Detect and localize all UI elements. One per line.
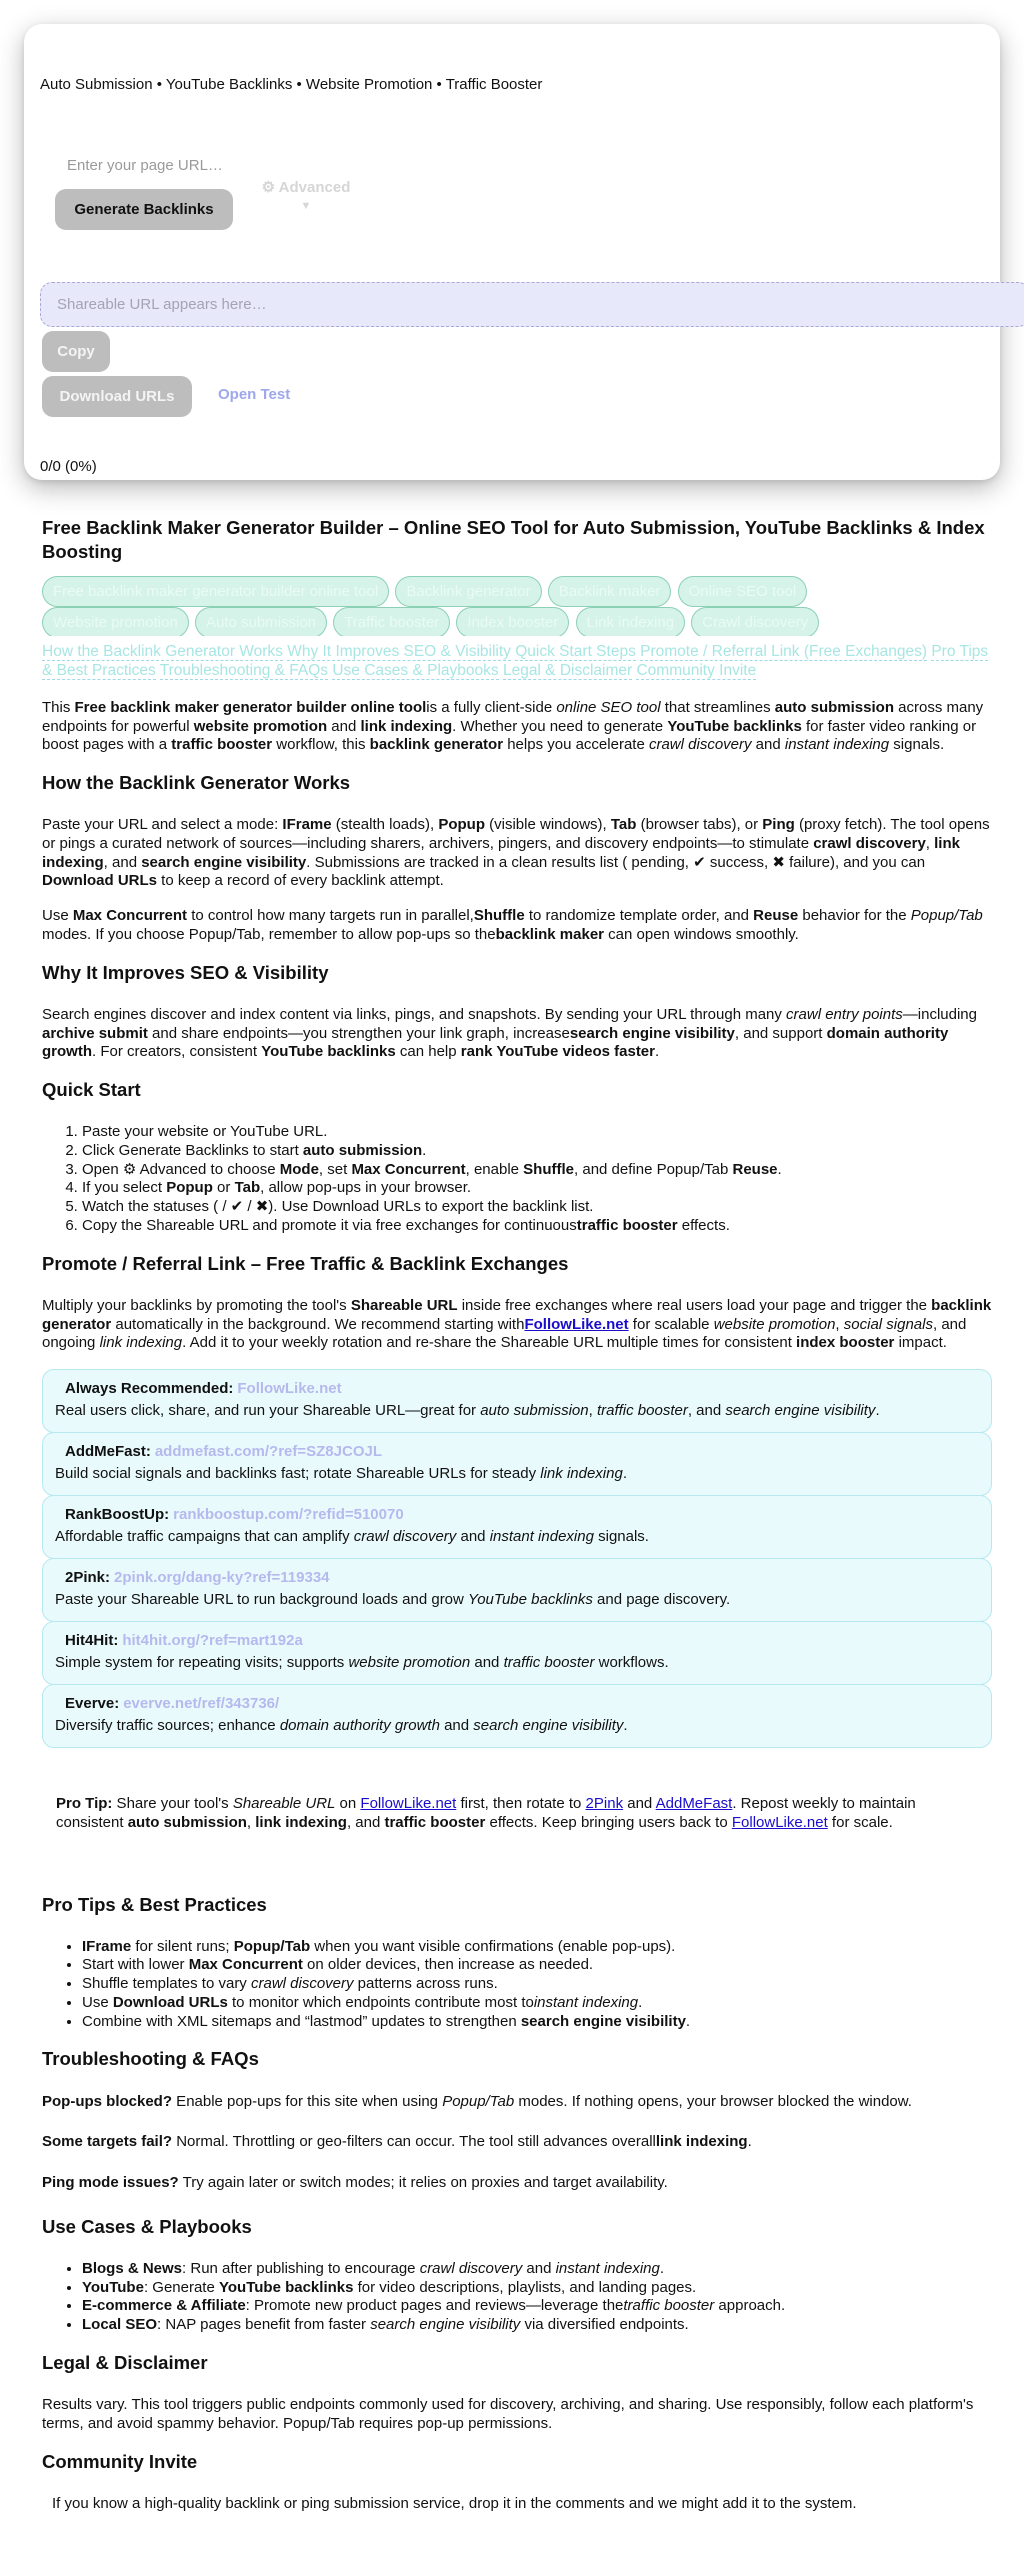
section-heading-community: Community Invite bbox=[42, 2450, 198, 2472]
text-segment: , and support bbox=[734, 1024, 827, 1042]
text-segment: , and bbox=[687, 1401, 726, 1419]
text-segment: . bbox=[622, 1464, 627, 1482]
text-segment: Click Generate Backlinks to start bbox=[82, 1141, 303, 1159]
bold-text: Reuse bbox=[732, 1160, 778, 1178]
bold-text: rank YouTube videos faster bbox=[460, 1043, 655, 1061]
text-segment: , set bbox=[318, 1160, 352, 1178]
section-heading-quick-start: Quick Start bbox=[42, 1079, 141, 1101]
text-segment: and bbox=[327, 717, 361, 735]
shareable-url-field[interactable] bbox=[40, 282, 1024, 327]
faq-item bbox=[42, 2133, 992, 2152]
text-segment: for scale. bbox=[827, 1813, 893, 1831]
exchange-name: RankBoostUp: bbox=[65, 1506, 170, 1524]
bold-text: Shareable URL bbox=[350, 1296, 458, 1314]
text-segment: . For creators, consistent bbox=[92, 1043, 262, 1061]
exchange-referral-link[interactable]: FollowLike.net bbox=[237, 1380, 342, 1398]
text-segment: . bbox=[777, 1160, 782, 1178]
table-of-contents bbox=[42, 642, 1002, 681]
text-segment: , bbox=[246, 1813, 256, 1831]
keyword-chip[interactable]: Auto submission bbox=[195, 607, 327, 636]
text-segment: for scalable bbox=[628, 1315, 714, 1333]
text-segment: to control how many targets run in parallel, bbox=[187, 907, 474, 925]
bold-text: IFrame bbox=[82, 1937, 132, 1955]
bold-text: Ping mode issues? bbox=[42, 2174, 179, 2192]
tool-tagline: Auto Submission • YouTube Backlinks • Website Promotion • Traffic Booster bbox=[40, 76, 543, 93]
use-case-item bbox=[82, 2297, 992, 2316]
section-heading-faq: Troubleshooting & FAQs bbox=[42, 2048, 259, 2070]
seo-article bbox=[42, 516, 992, 2529]
text-segment: Open ⚙ Advanced to choose bbox=[82, 1160, 280, 1178]
text-segment: that streamlines bbox=[660, 698, 775, 716]
text-segment: If you select bbox=[82, 1179, 167, 1197]
section-heading-legal: Legal & Disclaimer bbox=[42, 2351, 208, 2373]
text-segment: for video descriptions, playlists, and landing pages. bbox=[353, 2278, 697, 2296]
toc-link[interactable]: How the Backlink Generator Works bbox=[42, 643, 283, 661]
text-segment: Search engines discover and index content via links, pings, and snapshots. By sending your URL through many bbox=[42, 1005, 787, 1023]
pro-tip-text bbox=[56, 1795, 978, 1833]
toc-link[interactable]: Quick Start Steps bbox=[515, 643, 636, 661]
quick-start-step bbox=[82, 1198, 992, 1217]
quick-start-step bbox=[82, 1179, 992, 1198]
use-case-item bbox=[82, 2260, 992, 2279]
use-cases-list bbox=[42, 2260, 992, 2335]
pro-tip-item bbox=[82, 1975, 992, 1994]
text-segment: signals. bbox=[593, 1527, 649, 1545]
italic-text: domain authority growth bbox=[279, 1716, 440, 1734]
bold-text: search engine visibility bbox=[520, 2012, 686, 2030]
text-segment: , and bbox=[103, 853, 142, 871]
italic-text: instant indexing bbox=[533, 1993, 639, 2011]
text-segment: and share endpoints—you strengthen your link graph, increase bbox=[147, 1024, 570, 1042]
why-paragraph bbox=[42, 1006, 992, 1062]
inline-link[interactable]: 2Pink bbox=[585, 1795, 624, 1813]
exchange-name: Everve: bbox=[65, 1695, 120, 1713]
text-segment: and bbox=[623, 1795, 656, 1813]
text-segment: inside free exchanges where real users load your page and trigger the bbox=[457, 1296, 932, 1314]
text-segment: when you want visible confirmations (enable pop-ups). bbox=[310, 1937, 676, 1955]
text-segment: . Add it to your weekly rotation and re-share the Shareable URL multiple times for consistent bbox=[182, 1334, 797, 1352]
italic-text: search engine visibility bbox=[725, 1401, 876, 1419]
keyword-chip[interactable]: Free backlink maker generator builder online tool bbox=[42, 576, 389, 607]
bold-text: Popup bbox=[438, 816, 485, 834]
bold-text: YouTube backlinks bbox=[261, 1043, 396, 1061]
bold-text: Max Concurrent bbox=[188, 1956, 303, 1974]
text-segment: workflows. bbox=[594, 1653, 669, 1671]
text-segment: and bbox=[522, 2259, 556, 2277]
exchange-name: 2Pink: bbox=[65, 1569, 111, 1587]
text-segment: and bbox=[470, 1653, 504, 1671]
bold-text: Some targets fail? bbox=[42, 2133, 173, 2151]
community-invite bbox=[42, 2495, 992, 2514]
quick-start-step bbox=[82, 1161, 992, 1180]
bold-text: E-commerce & Affiliate bbox=[82, 2297, 246, 2315]
toc-link[interactable]: Legal & Disclaimer bbox=[502, 662, 633, 680]
bold-text: domain authority growth bbox=[42, 1024, 949, 1061]
quick-start-step bbox=[82, 1123, 992, 1142]
italic-text: website promotion bbox=[713, 1315, 836, 1333]
text-segment: impact. bbox=[894, 1334, 947, 1352]
exchange-referral-link[interactable]: addmefast.com/?ref=SZ8JCOJL bbox=[154, 1443, 382, 1461]
bold-text: Popup/Tab bbox=[233, 1937, 311, 1955]
bold-text: search engine visibility bbox=[141, 853, 307, 871]
text-segment: : Promote new product pages and reviews—leverage the bbox=[245, 2297, 624, 2315]
italic-text: link indexing bbox=[540, 1464, 623, 1482]
exchange-list bbox=[42, 1369, 992, 1748]
italic-text: traffic booster bbox=[503, 1653, 595, 1671]
text-segment: (visible windows), bbox=[484, 816, 611, 834]
text-segment: for faster video ranking or boost pages with a bbox=[42, 717, 977, 754]
page-title: Free Backlink Maker Generator Builder – Online SEO Tool for Auto Submission, YouTube Backlinks & Index Boosting bbox=[42, 517, 985, 563]
exchange-name: Hit4Hit: bbox=[65, 1632, 119, 1650]
bold-text: Tab bbox=[234, 1179, 261, 1197]
exchange-referral-link[interactable]: rankboostup.com/?refid=510070 bbox=[173, 1506, 404, 1524]
keyword-chip[interactable]: Index booster bbox=[456, 607, 569, 636]
quick-start-step bbox=[82, 1142, 992, 1161]
inline-link[interactable]: FollowLike.net bbox=[360, 1795, 457, 1813]
bold-text: Shuffle bbox=[473, 907, 525, 925]
inline-link[interactable]: FollowLike.net bbox=[731, 1813, 828, 1831]
text-segment: Shuffle templates to vary bbox=[82, 1975, 251, 1993]
text-segment: Combine with XML sitemaps and “lastmod” updates to strengthen bbox=[82, 2012, 521, 2030]
text-segment: . bbox=[655, 1043, 660, 1061]
exchange-name: Always Recommended: bbox=[65, 1380, 234, 1398]
text-segment: and bbox=[439, 1716, 474, 1734]
italic-text: traffic booster bbox=[596, 1401, 688, 1419]
keyword-chips bbox=[42, 576, 952, 636]
copy-button[interactable]: Copy bbox=[42, 331, 110, 372]
text-segment: can open windows smoothly. bbox=[604, 925, 799, 943]
bold-text: link indexing bbox=[42, 834, 960, 871]
bold-text: traffic booster bbox=[576, 1216, 678, 1234]
text-segment: effects. Keep bringing users back to bbox=[485, 1813, 732, 1831]
text-segment: and bbox=[751, 736, 785, 754]
exchange-name: AddMeFast: bbox=[65, 1443, 151, 1461]
bold-text: Pro Tip: bbox=[56, 1795, 113, 1813]
text-segment: Use bbox=[82, 1993, 113, 2011]
use-case-item bbox=[82, 2279, 992, 2298]
exchange-description bbox=[55, 1528, 979, 1547]
text-segment: : NAP pages benefit from faster bbox=[157, 2316, 371, 2334]
text-segment: . Whether you need to generate bbox=[452, 717, 668, 735]
exchange-description bbox=[55, 1717, 979, 1736]
italic-text: instant indexing bbox=[555, 2259, 660, 2277]
exchange-description bbox=[55, 1402, 979, 1421]
toc-link[interactable]: Pro Tips & Best Practices bbox=[42, 643, 989, 680]
text-segment: modes. If you choose Popup/Tab, remember to allow pop-ups so the bbox=[42, 925, 496, 943]
text-segment: automatically in the background. We recommend starting with bbox=[111, 1315, 525, 1333]
text-segment: Simple system for repeating visits; supports bbox=[55, 1653, 349, 1671]
bold-text: traffic booster bbox=[171, 736, 273, 754]
text-segment: helps you accelerate bbox=[503, 736, 649, 754]
text-segment: (stealth loads), bbox=[331, 816, 439, 834]
exchange-card-header bbox=[55, 1632, 979, 1651]
bold-text: Popup bbox=[166, 1179, 213, 1197]
bold-text: Ping bbox=[762, 816, 795, 834]
italic-text: instant indexing bbox=[784, 736, 890, 754]
text-segment: , bbox=[835, 1315, 844, 1333]
text-segment: , and ongoing bbox=[42, 1315, 967, 1352]
text-segment: , enable bbox=[465, 1160, 524, 1178]
text-segment: approach. bbox=[714, 2297, 786, 2315]
download-urls-button[interactable]: Download URLs bbox=[42, 376, 192, 417]
text-segment: . bbox=[659, 2259, 665, 2277]
bold-text: YouTube bbox=[82, 2278, 144, 2296]
inline-link[interactable]: AddMeFast bbox=[655, 1795, 733, 1813]
exchange-description bbox=[55, 1591, 979, 1610]
text-segment: Real users click, share, and run your Shareable URL—great for bbox=[55, 1401, 481, 1419]
text-segment: Enable pop-ups for this site when using bbox=[172, 2092, 443, 2110]
exchange-description bbox=[55, 1465, 979, 1484]
bold-text: IFrame bbox=[282, 816, 332, 834]
bold-text: index booster bbox=[796, 1334, 895, 1352]
italic-text: search engine visibility bbox=[370, 2316, 521, 2334]
how-paragraph-2 bbox=[42, 907, 992, 945]
exchange-card bbox=[42, 1684, 992, 1748]
italic-text: YouTube backlinks bbox=[468, 1590, 593, 1608]
italic-text: Shareable URL bbox=[232, 1795, 336, 1813]
toc-link[interactable]: Use Cases & Playbooks bbox=[332, 662, 499, 680]
text-segment: . bbox=[685, 2012, 691, 2030]
pro-tip-item bbox=[82, 2013, 992, 2032]
text-segment: . bbox=[875, 1401, 880, 1419]
keyword-chip[interactable]: Online SEO tool bbox=[678, 576, 808, 607]
progress-counter: 0/0 (0%) bbox=[40, 458, 97, 475]
section-heading-use-cases: Use Cases & Playbooks bbox=[42, 2215, 252, 2237]
text-segment: for silent runs; bbox=[131, 1937, 234, 1955]
bold-text: Free backlink maker generator builder online tool bbox=[74, 698, 427, 716]
italic-text: social signals bbox=[843, 1315, 933, 1333]
open-test-link[interactable]: Open Test bbox=[218, 386, 291, 403]
exchange-card-header bbox=[55, 1695, 979, 1714]
italic-text: Popup/Tab bbox=[442, 2092, 515, 2110]
keyword-chip[interactable]: Website promotion bbox=[42, 607, 189, 636]
exchange-card bbox=[42, 1369, 992, 1433]
advanced-toggle[interactable] bbox=[256, 180, 356, 212]
text-segment: can help bbox=[395, 1043, 461, 1061]
text-segment: behavior for the bbox=[798, 907, 911, 925]
bold-text: link indexing bbox=[360, 717, 453, 735]
text-segment: . bbox=[623, 1716, 628, 1734]
italic-text: link indexing bbox=[99, 1334, 183, 1352]
italic-text: Popup/Tab bbox=[910, 907, 983, 925]
italic-text: search engine visibility bbox=[473, 1716, 624, 1734]
section-heading-how: How the Backlink Generator Works bbox=[42, 772, 351, 794]
how-paragraph-1 bbox=[42, 816, 992, 891]
italic-text: traffic booster bbox=[623, 2297, 715, 2315]
bold-text: Max Concurrent bbox=[351, 1160, 466, 1178]
text-segment: Paste your Shareable URL to run background loads and grow bbox=[55, 1590, 469, 1608]
bold-text: crawl discovery bbox=[813, 834, 926, 852]
advanced-label: ⚙ Advanced bbox=[261, 179, 351, 196]
bold-text: Download URLs bbox=[42, 872, 157, 890]
inline-link[interactable]: FollowLike.net bbox=[524, 1315, 629, 1333]
backlink-tool-card bbox=[24, 24, 1000, 480]
text-segment: Watch the statuses ( / ✔ / ✖). Use Download URLs to export the backlink list. bbox=[82, 1198, 594, 1216]
bold-text: Tab bbox=[610, 816, 637, 834]
italic-text: instant indexing bbox=[489, 1527, 594, 1545]
faq-item bbox=[42, 2093, 992, 2112]
text-segment: patterns across runs. bbox=[353, 1975, 498, 1993]
text-segment: Use bbox=[42, 907, 73, 925]
italic-text: online SEO tool bbox=[556, 698, 661, 716]
exchange-referral-link[interactable]: 2pink.org/dang-ky?ref=119334 bbox=[114, 1569, 330, 1587]
text-segment: This bbox=[42, 698, 75, 716]
text-segment: Build social signals and backlinks fast; rotate Shareable URLs for steady bbox=[55, 1464, 541, 1482]
exchange-card bbox=[42, 1558, 992, 1622]
text-segment: , and bbox=[346, 1813, 385, 1831]
bold-text: Local SEO bbox=[82, 2316, 158, 2334]
text-segment: on bbox=[335, 1795, 361, 1813]
text-segment: , bbox=[925, 834, 935, 852]
text-segment: first, then rotate to bbox=[456, 1795, 586, 1813]
text-segment: workflow, this bbox=[272, 736, 370, 754]
pro-tips-list bbox=[42, 1938, 992, 2032]
text-segment: to monitor which endpoints contribute most to bbox=[227, 1993, 534, 2011]
bold-text: auto submission bbox=[774, 698, 894, 716]
keyword-chip[interactable]: Traffic booster bbox=[333, 607, 450, 636]
keyword-chip[interactable]: Crawl discovery bbox=[691, 607, 819, 636]
exchange-description bbox=[55, 1654, 979, 1673]
faq-list bbox=[42, 2093, 992, 2193]
text-segment: on older devices, then increase as needed. bbox=[302, 1956, 594, 1974]
bold-text: auto submission bbox=[302, 1141, 423, 1159]
text-segment: Share your tool's bbox=[112, 1795, 233, 1813]
italic-text: crawl discovery bbox=[353, 1527, 457, 1545]
text-segment: Affordable traffic campaigns that can amplify bbox=[55, 1527, 354, 1545]
use-case-item bbox=[82, 2316, 992, 2335]
text-segment: Paste your website or YouTube URL. bbox=[82, 1123, 328, 1141]
text-segment: Copy the Shareable URL and promote it via free exchanges for continuous bbox=[82, 1216, 577, 1234]
text-segment: signals. bbox=[889, 736, 945, 754]
exchange-card-header bbox=[55, 1380, 979, 1399]
bold-text: Max Concurrent bbox=[72, 907, 188, 925]
keyword-chip[interactable]: Backlink generator bbox=[395, 576, 541, 607]
text-segment: modes. If nothing opens, your browser blocked the window. bbox=[514, 2092, 912, 2110]
chevron-down-icon: ▼ bbox=[300, 199, 312, 212]
legal-text: Results vary. This tool triggers public endpoints commonly used for discovery, archiving, and sharing. Use responsibly, follow each platform's terms, and avoid spammy behavior. Popup/Tab requires pop-up permissions. bbox=[42, 2396, 974, 2432]
text-segment: (browser tabs), or bbox=[636, 816, 763, 834]
bold-text: auto submission bbox=[127, 1813, 247, 1831]
pro-tip-item bbox=[82, 1938, 992, 1957]
text-segment: : Generate bbox=[143, 2278, 219, 2296]
text-segment: . bbox=[747, 2133, 752, 2151]
text-segment: or bbox=[212, 1179, 235, 1197]
pro-tip-box bbox=[42, 1773, 992, 1857]
text-segment: . bbox=[422, 1141, 427, 1159]
text-segment: : Run after publishing to encourage bbox=[182, 2259, 420, 2277]
bold-text: archive submit bbox=[42, 1024, 148, 1042]
intro-paragraph bbox=[42, 699, 992, 755]
text-segment: Normal. Throttling or geo-filters can occur. The tool still advances overall bbox=[172, 2133, 656, 2151]
exchange-card bbox=[42, 1495, 992, 1559]
bold-text: link indexing bbox=[655, 2133, 748, 2151]
text-segment: via diversified endpoints. bbox=[520, 2316, 689, 2334]
text-segment: . bbox=[638, 1993, 643, 2011]
bold-text: YouTube backlinks bbox=[667, 717, 802, 735]
text-segment: Start with lower bbox=[82, 1956, 189, 1974]
community-text: If you know a high-quality backlink or ping submission service, drop it in the comments and we might add it to the system. bbox=[52, 2494, 857, 2512]
bold-text: Blogs & News bbox=[82, 2259, 183, 2277]
text-segment: to randomize template order, and bbox=[524, 907, 754, 925]
exchange-card bbox=[42, 1432, 992, 1496]
faq-item bbox=[42, 2174, 992, 2193]
exchange-card-header bbox=[55, 1569, 979, 1588]
bold-text: Mode bbox=[279, 1160, 319, 1178]
generate-backlinks-button[interactable]: Generate Backlinks bbox=[55, 189, 233, 230]
bold-text: website promotion bbox=[193, 717, 328, 735]
bold-text: traffic booster bbox=[384, 1813, 486, 1831]
text-segment: is a fully client-side bbox=[426, 698, 557, 716]
exchange-card-header bbox=[55, 1506, 979, 1525]
section-heading-promote: Promote / Referral Link – Free Traffic & Backlink Exchanges bbox=[42, 1252, 569, 1274]
bold-text: search engine visibility bbox=[569, 1024, 735, 1042]
exchange-referral-link[interactable]: hit4hit.org/?ref=mart192a bbox=[122, 1632, 303, 1650]
italic-text: auto submission bbox=[480, 1401, 589, 1419]
section-heading-why: Why It Improves SEO & Visibility bbox=[42, 961, 329, 983]
bold-text: backlink generator bbox=[369, 736, 504, 754]
italic-text: crawl discovery bbox=[250, 1975, 354, 1993]
text-segment: effects. bbox=[677, 1216, 730, 1234]
italic-text: website promotion bbox=[348, 1653, 471, 1671]
text-segment: , allow pop-ups in your browser. bbox=[260, 1179, 472, 1197]
text-segment: and page discovery. bbox=[592, 1590, 731, 1608]
italic-text: crawl entry points bbox=[786, 1005, 903, 1023]
text-segment: —including bbox=[902, 1005, 977, 1023]
bold-text: backlink generator bbox=[42, 1296, 992, 1333]
text-segment: Paste your URL and select a mode: bbox=[42, 816, 283, 834]
pro-tip-item bbox=[82, 1956, 992, 1975]
text-segment: and bbox=[456, 1527, 490, 1545]
bold-text: Reuse bbox=[753, 907, 799, 925]
quick-start-steps bbox=[42, 1123, 992, 1236]
text-segment: Diversify traffic sources; enhance bbox=[55, 1716, 280, 1734]
toc-link[interactable]: Troubleshooting & FAQs bbox=[159, 662, 329, 680]
bold-text: backlink maker bbox=[495, 925, 604, 943]
toc-link[interactable]: Promote / Referral Link (Free Exchanges) bbox=[640, 643, 928, 661]
text-segment: across many endpoints for powerful bbox=[42, 698, 984, 735]
text-segment: to keep a record of every backlink attempt. bbox=[157, 872, 444, 890]
quick-start-step bbox=[82, 1217, 992, 1236]
promote-paragraph bbox=[42, 1297, 992, 1353]
text-segment: Try again later or switch modes; it relies on proxies and target availability. bbox=[178, 2174, 668, 2192]
text-segment: Multiply your backlinks by promoting the tool's bbox=[42, 1296, 351, 1314]
bold-text: YouTube backlinks bbox=[218, 2278, 354, 2296]
exchange-card bbox=[42, 1621, 992, 1685]
bold-text: Shuffle bbox=[523, 1160, 575, 1178]
keyword-chip[interactable]: Link indexing bbox=[576, 607, 686, 636]
italic-text: crawl discovery bbox=[648, 736, 752, 754]
bold-text: link indexing bbox=[255, 1813, 347, 1831]
italic-text: crawl discovery bbox=[419, 2259, 523, 2277]
text-segment: . Repost weekly to maintain consistent bbox=[56, 1795, 916, 1831]
text-segment: (proxy fetch). The tool opens or pings a curated network of sources—including sharers, archivers, pingers, and discovery endpoints—to stimulate bbox=[42, 816, 990, 852]
keyword-chip[interactable]: Backlink maker bbox=[548, 576, 672, 607]
bold-text: Download URLs bbox=[112, 1993, 228, 2011]
exchange-card-header bbox=[55, 1443, 979, 1462]
bold-text: Pop-ups blocked? bbox=[42, 2092, 173, 2110]
exchange-referral-link[interactable]: everve.net/ref/343736/ bbox=[123, 1695, 280, 1713]
toc-link[interactable]: Why It Improves SEO & Visibility bbox=[287, 643, 511, 661]
text-segment: , bbox=[588, 1401, 597, 1419]
text-segment: . Submissions are tracked in a clean results list ( pending, ✔ success, ✖ failure), and you can bbox=[306, 853, 926, 871]
toc-link[interactable]: Community Invite bbox=[636, 662, 757, 680]
section-heading-pro-tips: Pro Tips & Best Practices bbox=[42, 1893, 267, 1915]
pro-tip-item bbox=[82, 1994, 992, 2013]
text-segment: , and define Popup/Tab bbox=[574, 1160, 733, 1178]
